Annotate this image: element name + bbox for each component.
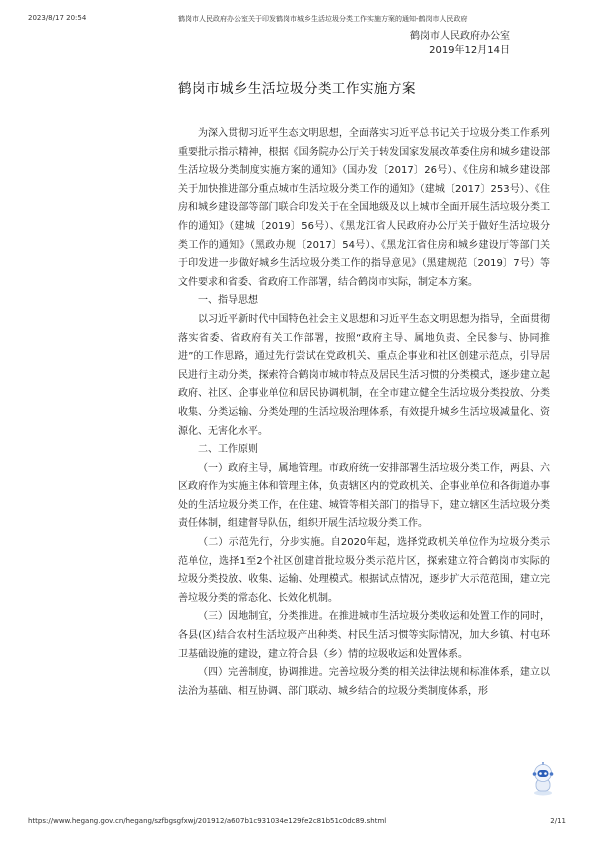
section-heading-working-principles: 二、工作原则 — [198, 444, 258, 456]
paragraph-principle-1: （一）政府主导，属地管理。市政府统一安排部署生活垃圾分类工作，两县、六区政府作为实施主体和管理主体，负责辖区内的党政机关、企事业单位和各街道办事处的生活垃圾分类工作，在住建、城管等相关部门的指导下，建立辖区生活垃圾分类责任体制，组建督导队伍，组织开展生活垃圾分类工作。 — [178, 462, 550, 530]
page-url: https://www.hegang.gov.cn/hegang/szfbgsgfxwj/201912/a607b1c931034e129fe2c81b51c0dc89.shtml — [28, 817, 387, 825]
document-body — [178, 125, 550, 701]
issuer-block — [410, 30, 510, 58]
section-heading-guiding-ideology: 一、指导思想 — [198, 295, 258, 307]
print-page-title: 鹤岗市人民政府办公室关于印发鹤岗市城乡生活垃圾分类工作实施方案的通知-鹤岗市人民政府 — [178, 15, 468, 23]
issuer-org: 鹤岗市人民政府办公室 — [410, 31, 510, 42]
paragraph-principle-3: （三）因地制宜，分类推进。在推进城市生活垃圾分类收运和处置工作的同时，各县(区)结合农村生活垃圾产出种类、村民生活习惯等实际情况，加大乡镇、村屯环卫基础设施的建设，建立符合县（乡）情的垃圾收运和处置体系。 — [178, 611, 550, 660]
paragraph-principle-2: （二）示范先行，分步实施。自2020年起，选择党政机关单位作为垃圾分类示范单位，选择1至2个社区创建首批垃圾分类示范片区，探索建立符合鹤岗市实际的垃圾分类投放、收集、运输、处理模式。根据试点情况，逐步扩大示范范围，建立完善垃圾分类的常态化、长效化机制。 — [178, 537, 550, 604]
document-title: 鹤岗市城乡生活垃圾分类工作实施方案 — [178, 81, 416, 97]
paragraph-preamble: 为深入贯彻习近平生态文明思想，全面落实习近平总书记关于垃圾分类工作系列重要批示指示精神，根据《国务院办公厅关于转发国家发展改革委住房和城乡建设部生活垃圾分类制度实施方案的通知》（国办发〔2017〕26号）、《住房和城乡建设部关于加快推进部分重点城市生活垃圾分类工作的通知》（建城〔2017〕253号）、《住房和城乡建设部等部门联合印发关于在全国地级及以上城市全面开展生活垃圾分类工作的通知》（建城〔2019〕56号）、《黑龙江省人民政府办公厅关于做好生活垃圾分类工作的通知》（黑政办规〔2017〕54号）、《黑龙江省住房和城乡建设厅等部门关于印发进一步做好城乡生活垃圾分类工作的指导意见》（黑建规范〔2019〕7号）等文件要求和省委、省政府工作部署，结合鹤岗市实际，制定本方案。 — [178, 128, 550, 288]
print-header — [28, 14, 566, 24]
print-datetime: 2023/8/17 20:54 — [28, 14, 87, 22]
print-footer — [28, 817, 566, 825]
paragraph-guiding-ideology: 以习近平新时代中国特色社会主义思想和习近平生态文明思想为指导，全面贯彻落实省委、省政府有关工作部署，按照“政府主导、属地负责、全民参与、协同推进”的工作思路，通过先行尝试在党政机关、重点企事业和社区创建示范点，引导居民进行主动分类，探索符合鹤岗市城市特点及居民生活习惯的分类模式，逐步建立起政府、社区、企事业单位和居民协调机制，在全市建立健全生活垃圾分类投放、分类收集、分类运输、分类处理的生活垃圾治理体系，有效提升城乡生活垃圾减量化、资源化、无害化水平。 — [178, 313, 550, 437]
assistant-robot-icon[interactable] — [530, 762, 556, 796]
page-number: 2/11 — [550, 817, 566, 825]
issuer-date: 2019年12月14日 — [429, 45, 510, 56]
paragraph-principle-4: （四）完善制度，协调推进。完善垃圾分类的相关法律法规和标准体系，建立以法治为基础、相互协调、部门联动、城乡结合的垃圾分类制度体系，形 — [178, 667, 550, 697]
